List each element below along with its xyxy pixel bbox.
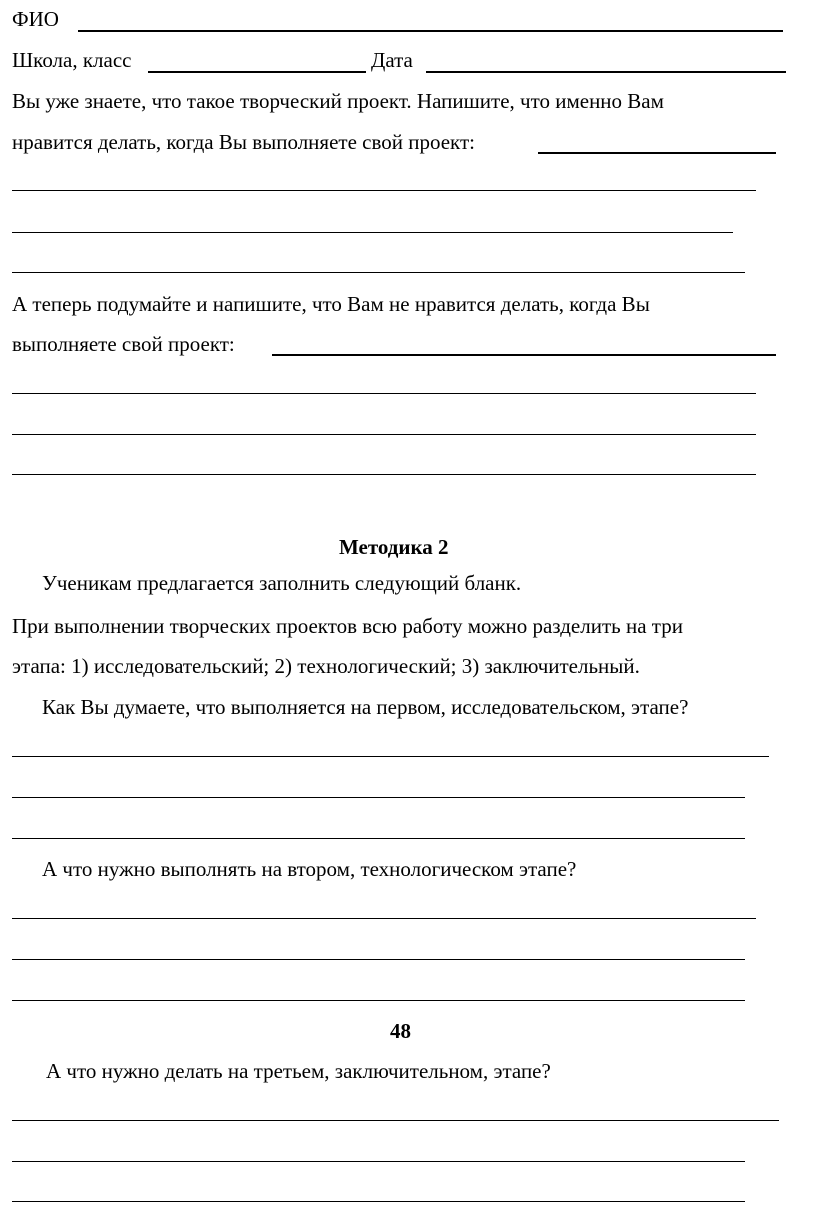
stage2-answer-line[interactable] <box>12 918 756 919</box>
fio-label: ФИО <box>12 7 59 31</box>
stage3-answer-line[interactable] <box>12 1161 745 1162</box>
stages-line-2: этапа: 1) исследовательский; 2) технологический; 3) заключительный. <box>12 654 640 678</box>
dislike-answer-line[interactable] <box>12 474 756 475</box>
stage1-answer-line[interactable] <box>12 756 769 757</box>
date-field[interactable] <box>426 71 786 73</box>
stage1-answer-line[interactable] <box>12 838 745 839</box>
page-number: 48 <box>390 1019 411 1043</box>
dislike-answer-inline[interactable] <box>272 354 776 356</box>
question-stage-3: А что нужно делать на третьем, заключительном, этапе? <box>46 1059 551 1083</box>
question-stage-1: Как Вы думаете, что выполняется на первом, исследовательском, этапе? <box>42 695 689 719</box>
school-field[interactable] <box>148 71 366 73</box>
stages-line-1: При выполнении творческих проектов всю работу можно разделить на три <box>12 614 683 638</box>
like-answer-line[interactable] <box>12 232 733 233</box>
date-label: Дата <box>371 48 413 72</box>
stage1-answer-line[interactable] <box>12 797 745 798</box>
school-label: Школа, класс <box>12 48 132 72</box>
question-stage-2: А что нужно выполнять на втором, технологическом этапе? <box>42 857 577 881</box>
instruction-text: Ученикам предлагается заполнить следующий бланк. <box>42 571 522 595</box>
stage3-answer-line[interactable] <box>12 1120 779 1121</box>
stage3-answer-line[interactable] <box>12 1201 745 1202</box>
section-title: Методика 2 <box>339 535 449 559</box>
intro-line-1: Вы уже знаете, что такое творческий проект. Напишите, что именно Вам <box>12 89 664 113</box>
stage2-answer-line[interactable] <box>12 1000 745 1001</box>
fio-field[interactable] <box>78 30 783 32</box>
stage2-answer-line[interactable] <box>12 959 745 960</box>
dislike-line-2: выполняете свой проект: <box>12 332 235 356</box>
like-answer-line[interactable] <box>12 190 756 191</box>
like-answer-line[interactable] <box>12 272 745 273</box>
dislike-line-1: А теперь подумайте и напишите, что Вам не нравится делать, когда Вы <box>12 292 650 316</box>
intro-line-2: нравится делать, когда Вы выполняете свой проект: <box>12 130 475 154</box>
dislike-answer-line[interactable] <box>12 393 756 394</box>
dislike-answer-line[interactable] <box>12 434 756 435</box>
like-answer-inline[interactable] <box>538 152 776 154</box>
